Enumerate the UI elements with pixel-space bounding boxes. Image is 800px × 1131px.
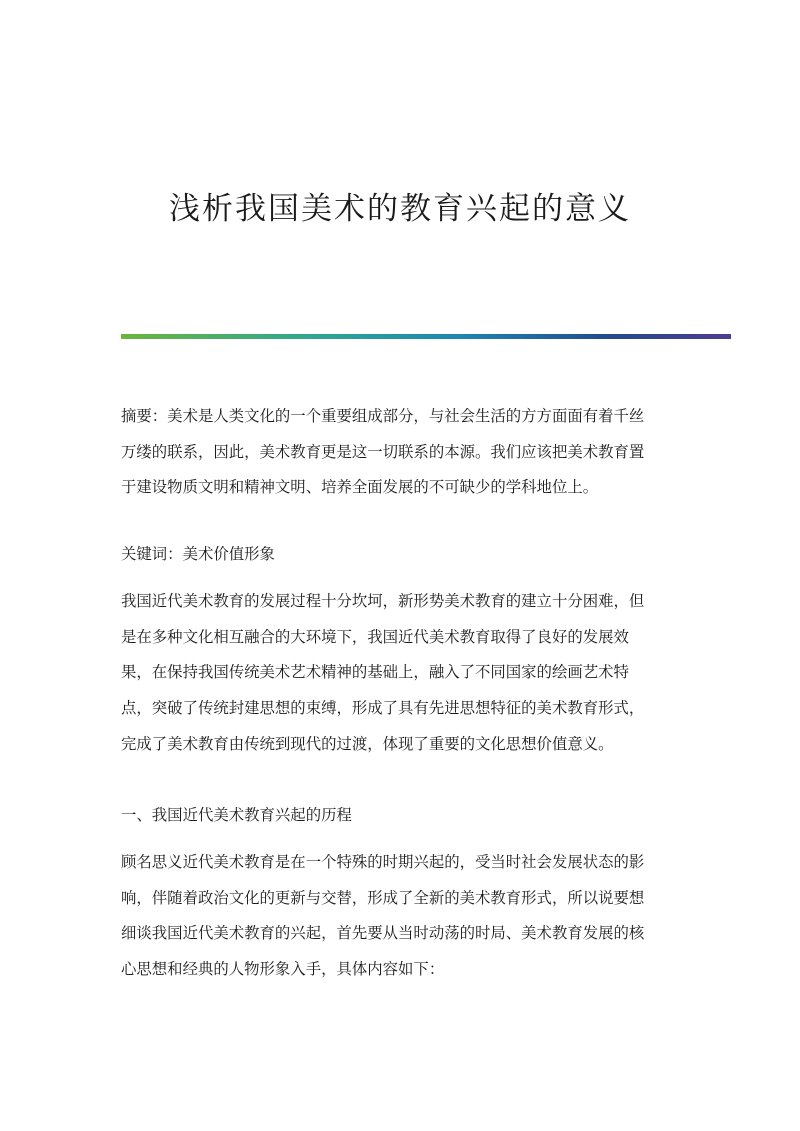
section1-paragraph	[121, 845, 681, 988]
section1-line: 响，伴随着政治文化的更新与交替，形成了全新的美术教育形式，所以说要想	[121, 888, 645, 907]
section1-heading	[121, 798, 681, 834]
intro-line: 是在多种文化相互融合的大环境下，我国近代美术教育取得了良好的发展效	[121, 627, 629, 646]
document-title: 浅析我国美术的教育兴起的意义	[169, 191, 631, 227]
intro-paragraph	[121, 584, 681, 763]
intro-line: 我国近代美术教育的发展过程十分坎坷，新形势美术教育的建立十分困难，但	[121, 592, 645, 610]
section-heading-text: 一、我国近代美术教育兴起的历程	[121, 806, 352, 824]
title-divider	[121, 334, 731, 339]
section1-line: 心思想和经典的人物形象入手，具体内容如下：	[121, 960, 445, 979]
intro-line: 完成了美术教育由传统到现代的过渡，体现了重要的文化思想价值意义。	[121, 734, 614, 753]
section1-line: 细谈我国近代美术教育的兴起，首先要从当时动荡的时局、美术教育发展的核	[121, 924, 645, 943]
section1-line: 顾名思义近代美术教育是在一个特殊的时期兴起的，受当时社会发展状态的影	[121, 853, 645, 871]
keywords-text: 关键词：美术价值形象	[121, 545, 275, 563]
intro-line: 点，突破了传统封建思想的束缚，形成了具有先进思想特征的美术教育形式，	[121, 699, 645, 718]
abstract-line: 于建设物质文明和精神文明、培养全面发展的不可缺少的学科地位上。	[121, 478, 599, 497]
keywords-line	[121, 537, 681, 573]
abstract-line: 万缕的联系，因此，美术教育更是这一切联系的本源。我们应该把美术教育置	[121, 442, 645, 461]
intro-line: 果，在保持我国传统美术艺术精神的基础上，融入了不同国家的绘画艺术特	[121, 663, 629, 682]
abstract-line: 摘要：美术是人类文化的一个重要组成部分，与社会生活的方方面面有着千丝	[121, 407, 645, 425]
abstract-paragraph	[121, 399, 681, 506]
